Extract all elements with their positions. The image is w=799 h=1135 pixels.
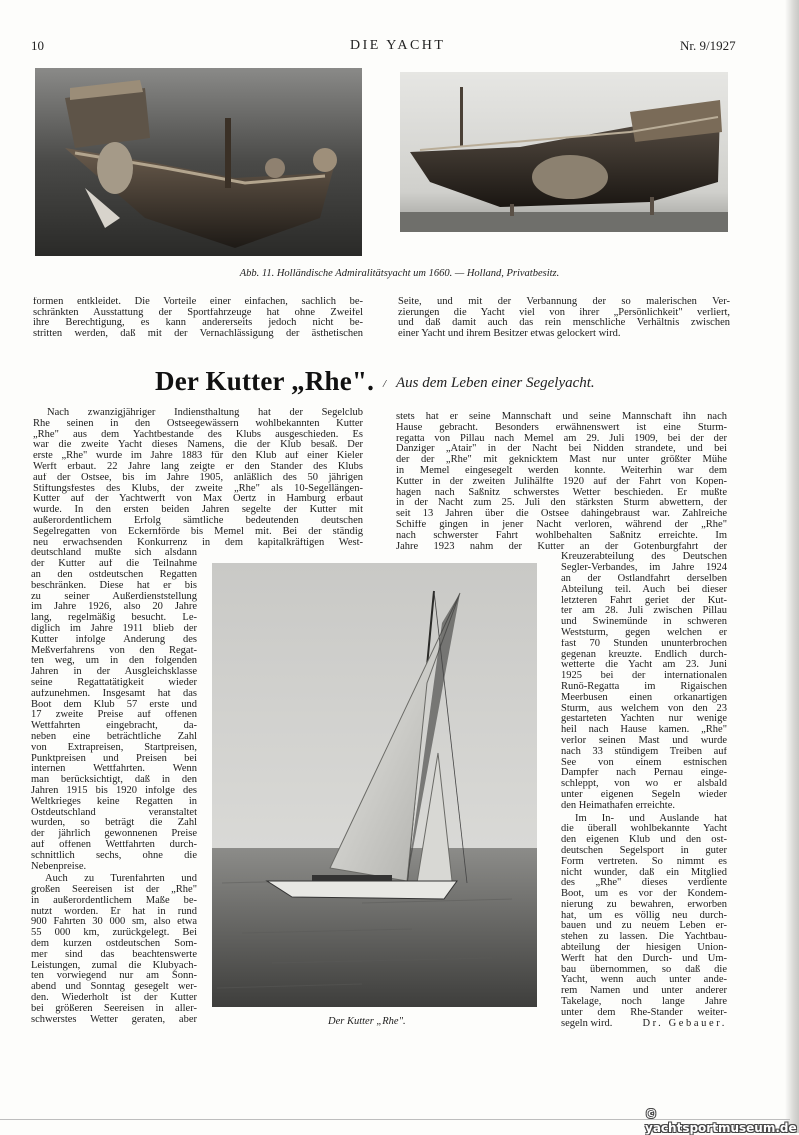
title-separator: / xyxy=(383,378,387,390)
text-line: abteilung der hiesigen Union- xyxy=(561,943,727,954)
text-line: in der Nacht zum 25. Juli den stärksten Sturm abwettern, der xyxy=(396,498,727,509)
figure-caption-top: Abb. 11. Holländische Admiralitätsyacht um 1660. — Holland, Privatbesitz. xyxy=(239,268,560,279)
text-line: Dampfer nach Pernau einge- xyxy=(561,768,727,779)
text-line: Kutter infolge Änderung des xyxy=(31,634,197,645)
text-line: stehen zu lassen. Die Yachtbau- xyxy=(561,932,727,943)
text-line: und daß damit auch das rein menschliche Verhältnis zwischen xyxy=(398,318,730,329)
text-line: im Jahre 1926, also 20 Jahre xyxy=(31,602,197,613)
final-line xyxy=(561,1019,727,1030)
text-line: internen Wettfahrten. Wenn xyxy=(31,764,197,775)
text-line: zu seiner Außerdienststellung xyxy=(31,591,197,602)
paragraph xyxy=(31,548,197,872)
text-line: See von einem estnischen xyxy=(561,757,727,768)
text-line: 55 000 km, zurückgelegt. Bei xyxy=(31,928,197,939)
photo-cutter-rhe xyxy=(212,563,537,1007)
text-line: neu erwachsenden Konkurrenz in dem kapitalkräftigen West- xyxy=(33,537,363,548)
text-line: Takelage, noch lange Jahre xyxy=(561,997,727,1008)
text-line: und Swinemünde in schweren xyxy=(561,617,727,628)
photo-admiralty-yacht-stern xyxy=(400,72,728,232)
text-line: Danziger „Atair" in der Nacht bei Nidden strandete, und bei xyxy=(396,444,727,455)
text-line: diglich im Jahre 1911 blieb der xyxy=(31,623,197,634)
text-line: ten weg, um in den folgenden xyxy=(31,656,197,667)
text-line: Wettfahrten eingebracht, da- xyxy=(31,721,197,732)
text-line: neben eine beträchtliche Zahl xyxy=(31,731,197,742)
text-line: regatta von Pillau nach Memel am 29. Juli 1909, bei der der xyxy=(396,433,727,444)
text-line: außerordentlichem Erfolg sämtliche bedeutenden deutschen xyxy=(33,515,363,526)
text-line: Auch zu Turenfahrten und xyxy=(45,874,197,885)
text-line: man berücksichtigt, daß in den xyxy=(31,775,197,786)
text-line: stritten werden, daß mit der Vernachlässigung der ästhetischen xyxy=(33,328,363,339)
watermark: © yachtsportmuseum.de xyxy=(645,1107,797,1135)
paragraph xyxy=(561,552,727,811)
text-line: nach 33 stündigem Treiben auf xyxy=(561,746,727,757)
paragraph xyxy=(561,814,727,1019)
text-line: Nach zwanzigjähriger Indiensthaltung hat der Segelclub xyxy=(47,408,363,418)
text-line: Schiffe gingen in jener Nacht verloren, während der „Rhe" xyxy=(396,519,727,530)
text-line: schränkten Ausstattung der Sportfahrzeuge hat ohne Zweifel xyxy=(33,307,363,318)
text-line: die überall wohlbekannte Yacht xyxy=(561,824,727,835)
text-line: Meerbusen einen orkanartigen xyxy=(561,692,727,703)
text-line: nierung zu bewahren, erworben xyxy=(561,899,727,910)
text-line: des „Rhe" dieses verdiente xyxy=(561,878,727,889)
text-line: Werft erbaut. 22 Jahre lang zeigte er den Stander des Klubs xyxy=(33,461,363,472)
text-line: 900 Fahrten 30 000 sm, also etwa xyxy=(31,917,197,928)
text-line: der Kutter auf die Teilnahme xyxy=(31,559,197,570)
text-line: schnittlich sechs, ohne die xyxy=(31,850,197,861)
text-line: seine Regattatätigkeit wieder xyxy=(31,677,197,688)
text-line: mer sind das beachtenswerte xyxy=(31,949,197,960)
text-line: Ostdeutschland veranstaltet xyxy=(31,807,197,818)
text-line: Seite, und mit der Verbannung der so malerischen Ver- xyxy=(398,297,730,307)
author-signature: Dr. Gebauer. xyxy=(642,1017,727,1029)
text-line: bei größeren Seereisen in aller- xyxy=(31,1003,197,1014)
text-line: Jahren 1915 bis 1920 infolge des xyxy=(31,785,197,796)
text-line: Sturm, aus welchem von den 23 xyxy=(561,703,727,714)
text-line: „Rhe" aus dem Yachtbestande des Klubs ausgeschieden. Es xyxy=(33,429,363,440)
text-line: Werft hat den Durch- und Um- xyxy=(561,953,727,964)
text-line: 17 zweite Preise auf offenen xyxy=(31,710,197,721)
text-line: fast 70 Stunden ununterbrochen xyxy=(561,638,727,649)
article-subtitle: Aus dem Leben einer Segelyacht. xyxy=(396,375,595,391)
text-line: Boot, um es vor der Kondem- xyxy=(561,889,727,900)
text-line: unter eigenen Segeln wieder xyxy=(561,789,727,800)
text-line: erste „Rhe" wurde im Jahre 1883 für den Klub auf einer Kieler xyxy=(33,451,363,462)
text-line: Weltkrieges keine Regatten in xyxy=(31,796,197,807)
text-line: an der Ostlandfahrt derselben xyxy=(561,573,727,584)
text-line: in außerordentlichem Maße be- xyxy=(31,895,197,906)
text-line: dem kurzen ostdeutschen Som- xyxy=(31,939,197,950)
text-line: unter dem Rhe-Stander weiter- xyxy=(561,1007,727,1018)
text-line: Abteilung teil. Auch bei dieser xyxy=(561,584,727,595)
text-line: aufzunehmen. Insgesamt hat das xyxy=(31,688,197,699)
photo-admiralty-yacht-side xyxy=(35,68,362,256)
text-line: stets hat er seine Mannschaft und seine Mannschaft ihn nach xyxy=(396,412,727,422)
text-line: schwerstes Wetter geraten, aber xyxy=(31,1014,197,1025)
text-line: Rhe seinen in den Ostseegewässern wohlbekannten Kutter xyxy=(33,418,363,429)
text-line: deutschen Segelsport in guter xyxy=(561,845,727,856)
text-line: abend und Sonntag gesegelt wer- xyxy=(31,982,197,993)
text-line: auf der Ostsee, bis im Jahre 1905, anläßlich des 50 jährigen xyxy=(33,472,363,483)
text-line: rem Namen und unter anderer xyxy=(561,986,727,997)
text-line: nicht wunder, daß ein Mitglied xyxy=(561,867,727,878)
text-line: Kutter auf der Yachtwerft von Max Oertz in Hamburg erbaut xyxy=(33,494,363,505)
text-line: wetterte die Yacht am 23. Juni xyxy=(561,660,727,671)
top-text-left-column xyxy=(33,297,363,339)
text-line: letzteren Fahrt geriet der Kut- xyxy=(561,595,727,606)
text-line: deutschland mußte sich alsdann xyxy=(31,548,197,559)
page-edge-shadow xyxy=(785,0,799,1133)
text-line: einer Yacht und ihrem Besitzer etwas gelockert wird. xyxy=(398,328,621,339)
page-number: 10 xyxy=(31,38,44,53)
text-line: schleppt, von wo er alsbald xyxy=(561,779,727,790)
text-line: Kreuzerabteilung des Deutschen xyxy=(561,552,727,563)
article-left-narrow xyxy=(31,548,197,1025)
text-line: zierungen die Yacht viel von ihrer „Persönlichkeit" verliert, xyxy=(398,307,730,318)
text-line: an den ostdeutschen Regatten xyxy=(31,569,197,580)
text-line: formen entkleidet. Die Vorteile einer einfachen, sachlich be- xyxy=(33,297,363,307)
text-line: Runö-Regatta im Rigaischen xyxy=(561,681,727,692)
article-right-narrow xyxy=(561,552,727,1029)
final-line-text: segeln wird. xyxy=(561,1017,613,1029)
text-line: den Heimathafen erreichte. xyxy=(561,800,675,811)
text-line: Stiftungsfestes des Klubs, der zweite „Rhe" als 10-Segellängen- xyxy=(33,483,363,494)
text-line: auf offenen Wettfahrten durch- xyxy=(31,839,197,850)
article-right-full-width xyxy=(396,412,727,552)
text-line: Meßverfahrens von den Regat- xyxy=(31,645,197,656)
text-line: beschränken. Diese hat er bis xyxy=(31,580,197,591)
article-title: Der Kutter „Rhe". xyxy=(155,366,375,396)
text-line: ter am 28. Juli zwischen Pillau xyxy=(561,606,727,617)
text-line: Form vertreten. So nimmt es xyxy=(561,856,727,867)
text-line: der der „Rhe" mit geknicktem Mast nur unter größter Mühe xyxy=(396,455,727,466)
text-line: bau übernommen, so daß die xyxy=(561,964,727,975)
text-line: hagen nach Saßnitz schwerstes Wetter beschieden. Er mußte xyxy=(396,487,727,498)
figure-caption-center: Der Kutter „Rhe". xyxy=(328,1016,406,1027)
text-line: nach schwerster Fahrt wohlbehalten Saßnitz erreichte. Im xyxy=(396,530,727,541)
text-line: Yacht, wenn auch unter ande- xyxy=(561,975,727,986)
text-line: war die zweite Yacht dieses Namens, die der Klub besaß. Der xyxy=(33,440,363,451)
text-line: den. Wiederholt ist der Kutter xyxy=(31,993,197,1004)
text-line: Leistungen, zumal die Klubyach- xyxy=(31,960,197,971)
text-line: lang, regelmäßig besucht. Le- xyxy=(31,613,197,624)
text-line: Jahre 1923 nahm der Kutter an der Gotenburgfahrt der xyxy=(396,541,727,552)
text-line: in Memel eingesegelt werden konnte. Weiterhin war dem xyxy=(396,465,727,476)
issue-number: Nr. 9/1927 xyxy=(680,38,736,53)
text-line: ihre Berechtigung, es kann andererseits jedoch nicht be- xyxy=(33,318,363,329)
text-line: Im In- und Auslande hat xyxy=(575,813,727,824)
top-text-right-column xyxy=(398,297,730,339)
text-line: verlor seinen Mast und wurde xyxy=(561,735,727,746)
text-line: Hause gebracht. Besonders erwähnenswert ist eine Sturm- xyxy=(396,422,727,433)
text-line: seit 13 Jahren über die Ostsee dahingebraust war. Zahlreiche xyxy=(396,509,727,520)
text-line: hat, um es völlig neu durch- xyxy=(561,910,727,921)
text-line: bauen und zu neuem Leben er- xyxy=(561,921,727,932)
text-line: Boot dem Klub 57 erste und xyxy=(31,699,197,710)
text-line: Jahren in der Ausgleichsklasse xyxy=(31,667,197,678)
text-line: Segelregatten von Eckernförde bis Memel mit. Bei der ständig xyxy=(33,526,363,537)
text-line: wurde. In den ersten beiden Jahren segelte der Kutter mit xyxy=(33,505,363,516)
text-line: Kutter in der zweiten Julihälfte 1920 auf der Fahrt von Kopen- xyxy=(396,476,727,487)
text-line: Weststurm, gegen welchen er xyxy=(561,627,727,638)
text-line: nutzt worden. Er hat in rund xyxy=(31,906,197,917)
text-line: 1925 bei der internationalen xyxy=(561,671,727,682)
text-line: wurden, so beträgt die Zahl xyxy=(31,818,197,829)
text-line: den eigenen Klub und den ost- xyxy=(561,835,727,846)
text-line: ten vorwiegend nur am Sonn- xyxy=(31,971,197,982)
paragraph xyxy=(31,874,197,1025)
text-line: der jährlich gewonnenen Preise xyxy=(31,829,197,840)
text-line: gestarteten Yachten nur wenige xyxy=(561,714,727,725)
text-line: Segler-Verbandes, im Jahre 1924 xyxy=(561,563,727,574)
text-line: großen Seereisen ist der „Rhe" xyxy=(31,885,197,896)
text-line: gegenan kreuzte. Endlich durch- xyxy=(561,649,727,660)
text-line: Punktpreisen und Preisen bei xyxy=(31,753,197,764)
magazine-title: DIE YACHT xyxy=(350,38,446,53)
text-line: heil nach Hause kamen. „Rhe" xyxy=(561,725,727,736)
text-line: Nebenpreise. xyxy=(31,861,87,872)
article-left-full-width xyxy=(33,408,363,548)
text-line: von Extrapreisen, Startpreisen, xyxy=(31,742,197,753)
